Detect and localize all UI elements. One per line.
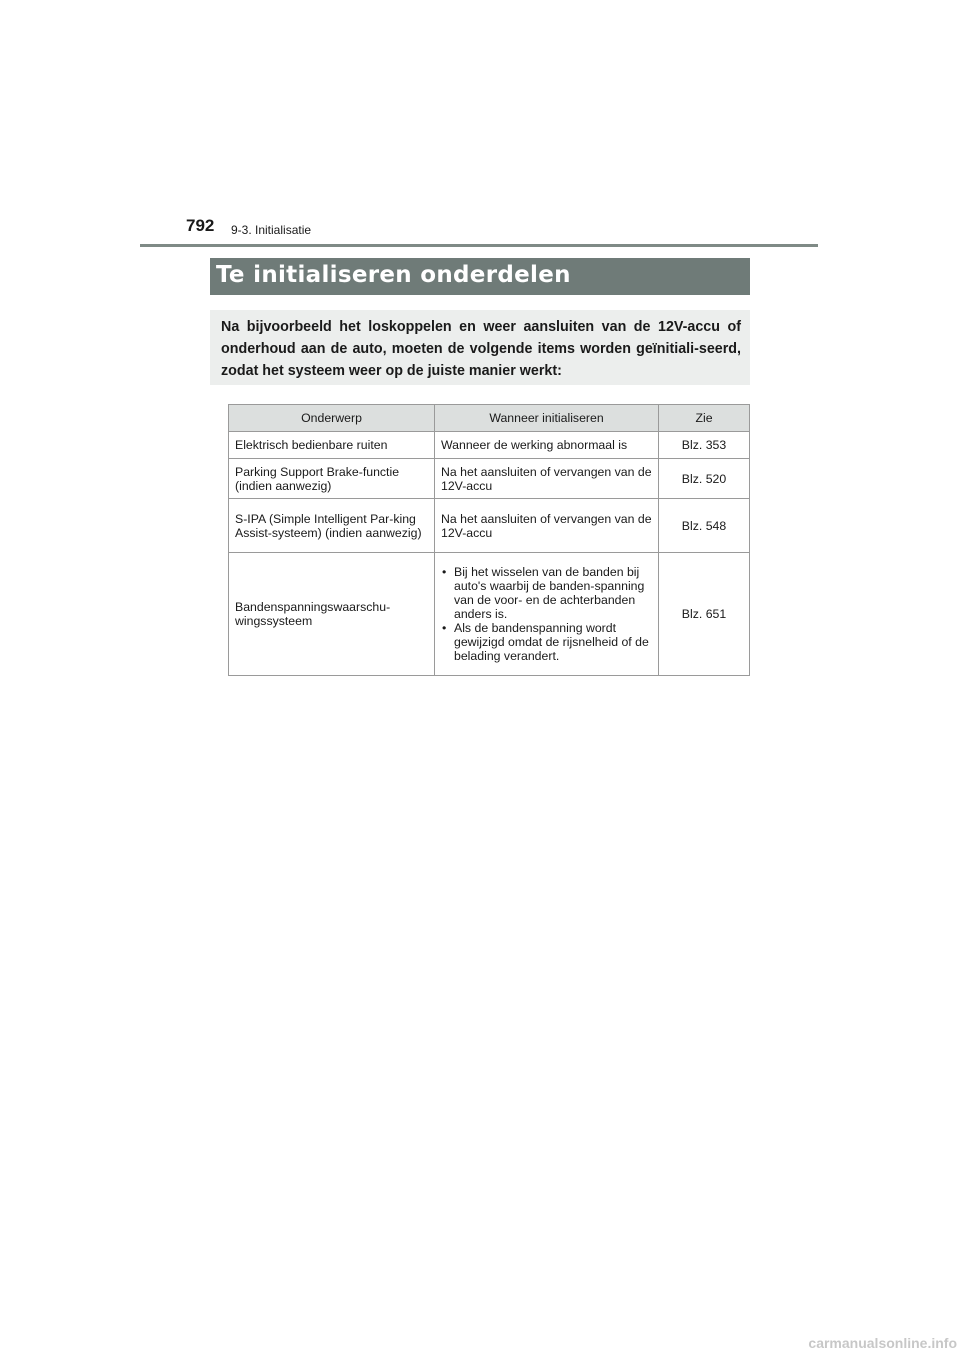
cell-reference: Blz. 548 xyxy=(659,499,750,553)
intro-box xyxy=(210,310,750,385)
cell-when: Na het aansluiten of vervangen van de 12V-accu xyxy=(435,499,659,553)
table-row xyxy=(229,553,750,676)
section-title: Te initialiseren onderdelen xyxy=(216,262,571,288)
section-title-bar xyxy=(210,258,750,295)
cell-reference: Blz. 520 xyxy=(659,459,750,499)
cell-reference: Blz. 353 xyxy=(659,432,750,459)
initialisation-table xyxy=(228,404,750,676)
cell-when: Na het aansluiten of vervangen van de 12V-accu xyxy=(435,459,659,499)
bullet-item: • Als de bandenspanning wordt gewijzigd omdat de rijsnelheid of de belading verandert. xyxy=(441,621,652,663)
table-row xyxy=(229,432,750,459)
cell-reference: Blz. 651 xyxy=(659,553,750,676)
table-header-row xyxy=(229,405,750,432)
bullet-item: • Bij het wisselen van de banden bij auto's waarbij de banden-spanning van de voor- en de achterbanden anders is. xyxy=(441,565,652,621)
column-header-when: Wanneer initialiseren xyxy=(435,405,659,432)
watermark-logo: carmanualsonline.info xyxy=(808,1335,957,1351)
cell-subject: Elektrisch bedienbare ruiten xyxy=(229,432,435,459)
cell-subject: Bandenspanningswaarschu-wingssysteem xyxy=(229,553,435,676)
cell-when: Wanneer de werking abnormaal is xyxy=(435,432,659,459)
cell-subject: S-IPA (Simple Intelligent Par-king Assist-systeem) (indien aanwezig) xyxy=(229,499,435,553)
column-header-reference: Zie xyxy=(659,405,750,432)
table-row xyxy=(229,459,750,499)
intro-text: Na bijvoorbeeld het loskoppelen en weer aansluiten van de 12V-accu of onderhoud aan de auto, moeten de volgende items worden geïnitiali-seerd, zodat het systeem weer op de juiste manier werkt: xyxy=(221,319,741,379)
header-divider xyxy=(140,244,818,247)
page-number: 792 xyxy=(186,216,215,235)
cell-when xyxy=(435,553,659,676)
table-row xyxy=(229,499,750,553)
cell-subject: Parking Support Brake-functie (indien aanwezig) xyxy=(229,459,435,499)
section-label: 9-3. Initialisatie xyxy=(231,223,312,237)
bullet-list xyxy=(441,565,652,663)
column-header-subject: Onderwerp xyxy=(229,405,435,432)
